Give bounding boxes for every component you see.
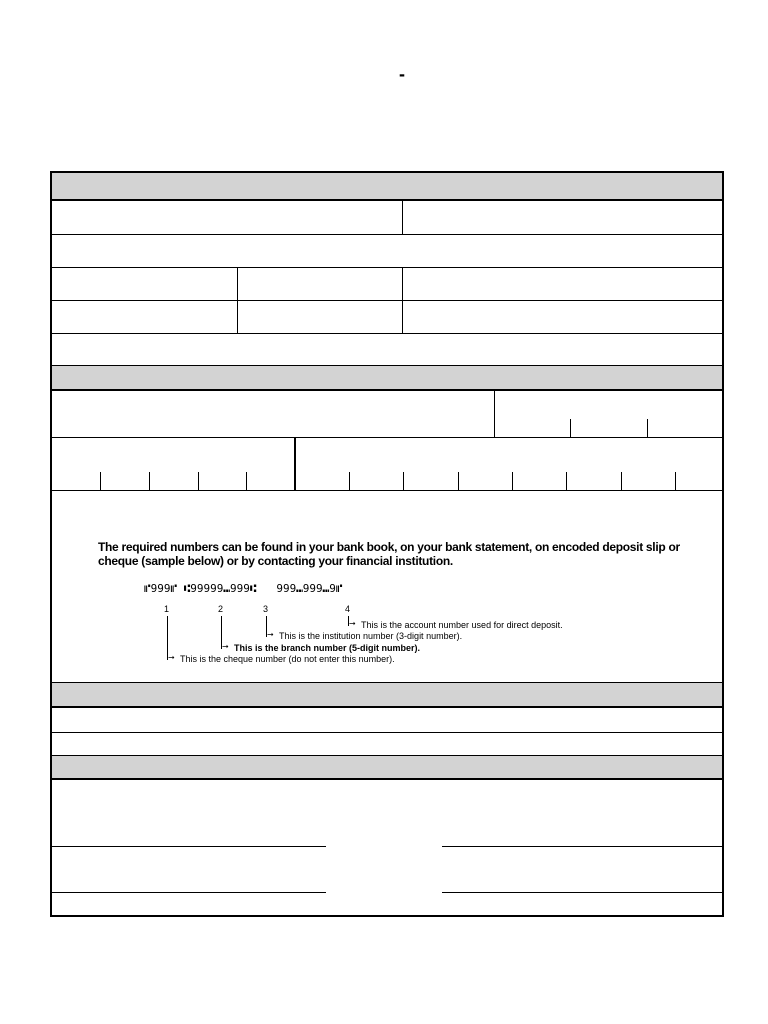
callout-label-2: This is the branch number (5-digit number). xyxy=(234,643,421,653)
section-1-header xyxy=(52,173,722,201)
name-line xyxy=(52,892,326,893)
arrow-right-icon: ➞ xyxy=(267,630,274,639)
sample-micr-line: ⑈999⑈ ⑆99999⑉999⑆ 999⑉999⑉9⑈ xyxy=(144,582,343,595)
branch-account-divider xyxy=(294,437,296,490)
section-2-header xyxy=(52,366,722,391)
callout-number-2: 2 xyxy=(218,604,224,614)
direct-deposit-form xyxy=(50,171,724,917)
arrow-right-icon: ➞ xyxy=(222,642,229,651)
callout-label-1: This is the cheque number (do not enter this number). xyxy=(180,654,395,664)
instructions-text: The required numbers can be found in your bank book, on your bank statement, on encoded deposit slip or cheque (sample below) or by contacting your financial institution. xyxy=(98,540,680,568)
row1-divider xyxy=(402,201,403,234)
callout-number-1: 1 xyxy=(164,604,170,614)
callout-number-3: 3 xyxy=(263,604,269,614)
arrow-right-icon: ➞ xyxy=(168,653,175,662)
arrow-right-icon: ➞ xyxy=(349,619,356,628)
section-3-header xyxy=(52,683,722,708)
callout-number-4: 4 xyxy=(345,604,351,614)
page-title: - xyxy=(399,64,405,84)
telephone-line xyxy=(442,892,722,893)
section-4-header xyxy=(52,756,722,780)
signature-line xyxy=(52,846,326,847)
date-line xyxy=(442,846,722,847)
callout-label-3: This is the institution number (3-digit number). xyxy=(279,631,463,641)
callout-label-4: This is the account number used for direct deposit. xyxy=(361,620,563,630)
